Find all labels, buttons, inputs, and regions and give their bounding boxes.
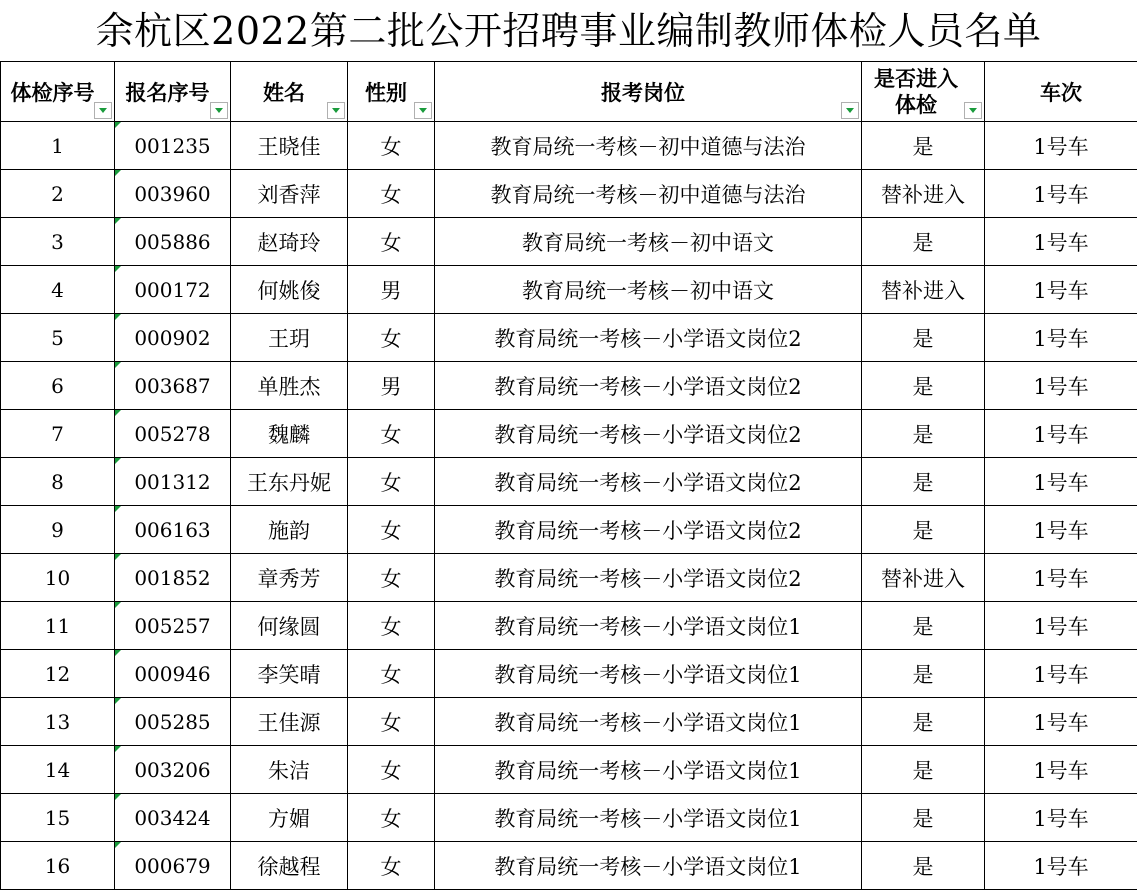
cell-text: 替补进入 xyxy=(881,567,965,591)
cell-position[interactable] xyxy=(435,170,862,218)
cell-registration-no[interactable] xyxy=(115,410,231,458)
table-body xyxy=(1,122,1137,890)
cell-text: 徐越程 xyxy=(258,855,321,879)
cell-position[interactable] xyxy=(435,602,862,650)
cell-gender[interactable] xyxy=(348,794,435,842)
cell-text: 教育局统一考核－小学语文岗位2 xyxy=(494,471,801,495)
cell-name[interactable] xyxy=(231,746,348,794)
cell-registration-no[interactable] xyxy=(115,794,231,842)
cell-vehicle[interactable] xyxy=(985,506,1137,554)
filter-dropdown-icon[interactable] xyxy=(94,102,112,119)
table-row xyxy=(1,362,1137,410)
cell-gender[interactable] xyxy=(348,506,435,554)
table-row xyxy=(1,266,1137,314)
header-exam-no xyxy=(1,62,115,122)
cell-name[interactable] xyxy=(231,842,348,890)
header-vehicle xyxy=(985,62,1137,122)
cell-text: 是 xyxy=(913,759,934,783)
cell-position[interactable] xyxy=(435,698,862,746)
cell-position[interactable] xyxy=(435,314,862,362)
cell-text: 1号车 xyxy=(1033,423,1088,447)
header-gender xyxy=(348,62,435,122)
cell-text: 朱洁 xyxy=(268,759,310,783)
cell-text: 006163 xyxy=(134,518,210,542)
cell-text: 王佳源 xyxy=(258,711,321,735)
cell-text: 005285 xyxy=(134,710,210,734)
cell-position[interactable] xyxy=(435,842,862,890)
cell-text: 女 xyxy=(381,663,402,687)
header-label: 体检序号 xyxy=(11,77,105,107)
cell-text: 1号车 xyxy=(1033,759,1088,783)
cell-registration-no[interactable] xyxy=(115,602,231,650)
cell-text: 女 xyxy=(381,471,402,495)
cell-text: 女 xyxy=(381,855,402,879)
cell-marker-icon xyxy=(115,410,121,416)
table-row xyxy=(1,218,1137,266)
cell-text: 是 xyxy=(913,231,934,255)
cell-text: 是 xyxy=(913,711,934,735)
cell-registration-no[interactable] xyxy=(115,362,231,410)
cell-text: 是 xyxy=(913,519,934,543)
cell-text: 12 xyxy=(45,662,70,686)
cell-text: 李笑晴 xyxy=(258,663,321,687)
cell-registration-no[interactable] xyxy=(115,218,231,266)
cell-text: 女 xyxy=(381,615,402,639)
cell-text: 1号车 xyxy=(1033,567,1088,591)
cell-text: 1号车 xyxy=(1033,135,1088,159)
cell-text: 1号车 xyxy=(1033,231,1088,255)
header-label: 姓名 xyxy=(263,77,315,107)
cell-name[interactable] xyxy=(231,554,348,602)
cell-registration-no[interactable] xyxy=(115,122,231,170)
table-row xyxy=(1,842,1137,890)
cell-text: 6 xyxy=(51,374,64,398)
cell-gender[interactable] xyxy=(348,698,435,746)
cell-exam-no[interactable] xyxy=(1,266,115,314)
cell-text: 001235 xyxy=(134,134,210,158)
cell-text: 1号车 xyxy=(1033,519,1088,543)
cell-exam-no[interactable] xyxy=(1,362,115,410)
cell-text: 是 xyxy=(913,615,934,639)
cell-position[interactable] xyxy=(435,746,862,794)
cell-text: 女 xyxy=(381,423,402,447)
header-name xyxy=(231,62,348,122)
cell-text: 是 xyxy=(913,327,934,351)
cell-exam-no[interactable] xyxy=(1,746,115,794)
table-row xyxy=(1,746,1137,794)
cell-text: 替补进入 xyxy=(881,279,965,303)
cell-registration-no[interactable] xyxy=(115,266,231,314)
table-row xyxy=(1,458,1137,506)
cell-marker-icon xyxy=(115,170,121,176)
header-label: 性别 xyxy=(365,77,417,107)
cell-text: 1号车 xyxy=(1033,615,1088,639)
cell-text: 教育局统一考核－初中道德与法治 xyxy=(491,135,806,159)
cell-gender[interactable] xyxy=(348,842,435,890)
cell-text: 教育局统一考核－小学语文岗位2 xyxy=(494,519,801,543)
cell-name[interactable] xyxy=(231,602,348,650)
cell-gender[interactable] xyxy=(348,362,435,410)
cell-text: 是 xyxy=(913,471,934,495)
cell-vehicle[interactable] xyxy=(985,314,1137,362)
cell-enter-exam[interactable] xyxy=(862,602,985,650)
cell-text: 005278 xyxy=(134,422,210,446)
cell-text: 是 xyxy=(913,375,934,399)
cell-gender[interactable] xyxy=(348,218,435,266)
cell-name[interactable] xyxy=(231,698,348,746)
cell-vehicle[interactable] xyxy=(985,746,1137,794)
cell-text: 女 xyxy=(381,183,402,207)
filter-dropdown-icon[interactable] xyxy=(210,102,228,119)
cell-enter-exam[interactable] xyxy=(862,794,985,842)
cell-text: 是 xyxy=(913,423,934,447)
cell-text: 003960 xyxy=(134,182,210,206)
cell-vehicle[interactable] xyxy=(985,362,1137,410)
cell-marker-icon xyxy=(115,794,121,800)
cell-text: 000679 xyxy=(134,854,210,878)
cell-enter-exam[interactable] xyxy=(862,458,985,506)
cell-text: 000902 xyxy=(134,326,210,350)
filter-dropdown-icon[interactable] xyxy=(327,102,345,119)
filter-dropdown-icon[interactable] xyxy=(414,102,432,119)
cell-exam-no[interactable] xyxy=(1,314,115,362)
cell-text: 女 xyxy=(381,135,402,159)
cell-text: 女 xyxy=(381,807,402,831)
cell-text: 1号车 xyxy=(1033,855,1088,879)
table-row xyxy=(1,314,1137,362)
cell-position[interactable] xyxy=(435,506,862,554)
cell-name[interactable] xyxy=(231,218,348,266)
cell-position[interactable] xyxy=(435,650,862,698)
cell-text: 施韵 xyxy=(268,519,310,543)
cell-text: 7 xyxy=(51,422,64,446)
cell-registration-no[interactable] xyxy=(115,554,231,602)
cell-position[interactable] xyxy=(435,122,862,170)
cell-position[interactable] xyxy=(435,554,862,602)
cell-registration-no[interactable] xyxy=(115,650,231,698)
cell-text: 000172 xyxy=(134,278,210,302)
cell-text: 是 xyxy=(913,135,934,159)
header-row xyxy=(1,62,1137,122)
cell-text: 1号车 xyxy=(1033,375,1088,399)
table-row xyxy=(1,122,1137,170)
cell-text: 王东丹妮 xyxy=(247,471,331,495)
cell-position[interactable] xyxy=(435,410,862,458)
cell-position[interactable] xyxy=(435,362,862,410)
cell-registration-no[interactable] xyxy=(115,458,231,506)
cell-position[interactable] xyxy=(435,458,862,506)
filter-dropdown-icon[interactable] xyxy=(841,102,859,119)
table-row xyxy=(1,554,1137,602)
cell-exam-no[interactable] xyxy=(1,794,115,842)
cell-registration-no[interactable] xyxy=(115,506,231,554)
cell-text: 女 xyxy=(381,231,402,255)
cell-text: 1号车 xyxy=(1033,807,1088,831)
cell-gender[interactable] xyxy=(348,122,435,170)
cell-text: 何缘圆 xyxy=(258,615,321,639)
cell-exam-no[interactable] xyxy=(1,410,115,458)
cell-name[interactable] xyxy=(231,458,348,506)
table-row xyxy=(1,410,1137,458)
cell-text: 教育局统一考核－小学语文岗位1 xyxy=(494,663,801,687)
cell-text: 10 xyxy=(45,566,70,590)
cell-vehicle[interactable] xyxy=(985,842,1137,890)
table-row xyxy=(1,506,1137,554)
cell-text: 1 xyxy=(51,134,64,158)
table-row xyxy=(1,170,1137,218)
cell-exam-no[interactable] xyxy=(1,506,115,554)
cell-gender[interactable] xyxy=(348,650,435,698)
cell-exam-no[interactable] xyxy=(1,650,115,698)
cell-marker-icon xyxy=(115,218,121,224)
header-label: 是否进入体检 xyxy=(866,66,980,118)
cell-text: 替补进入 xyxy=(881,183,965,207)
cell-text: 是 xyxy=(913,807,934,831)
cell-enter-exam[interactable] xyxy=(862,170,985,218)
cell-text: 13 xyxy=(45,710,70,734)
cell-text: 001852 xyxy=(134,566,210,590)
table-row xyxy=(1,602,1137,650)
cell-text: 1号车 xyxy=(1033,183,1088,207)
cell-registration-no[interactable] xyxy=(115,842,231,890)
cell-text: 是 xyxy=(913,855,934,879)
cell-text: 003687 xyxy=(134,374,210,398)
cell-text: 2 xyxy=(51,182,64,206)
cell-exam-no[interactable] xyxy=(1,554,115,602)
cell-registration-no[interactable] xyxy=(115,698,231,746)
cell-marker-icon xyxy=(115,698,121,704)
cell-text: 15 xyxy=(45,806,70,830)
cell-enter-exam[interactable] xyxy=(862,122,985,170)
table-row xyxy=(1,650,1137,698)
cell-text: 王晓佳 xyxy=(258,135,321,159)
cell-text: 何姚俊 xyxy=(258,279,321,303)
cell-text: 教育局统一考核－初中道德与法治 xyxy=(491,183,806,207)
cell-text: 女 xyxy=(381,711,402,735)
cell-exam-no[interactable] xyxy=(1,218,115,266)
cell-text: 女 xyxy=(381,759,402,783)
cell-text: 女 xyxy=(381,327,402,351)
cell-exam-no[interactable] xyxy=(1,170,115,218)
cell-name[interactable] xyxy=(231,362,348,410)
cell-exam-no[interactable] xyxy=(1,698,115,746)
cell-enter-exam[interactable] xyxy=(862,698,985,746)
cell-gender[interactable] xyxy=(348,170,435,218)
cell-text: 3 xyxy=(51,230,64,254)
cell-text: 刘香萍 xyxy=(258,183,321,207)
cell-name[interactable] xyxy=(231,794,348,842)
cell-exam-no[interactable] xyxy=(1,122,115,170)
cell-text: 003206 xyxy=(134,758,210,782)
cell-text: 教育局统一考核－小学语文岗位2 xyxy=(494,423,801,447)
cell-vehicle[interactable] xyxy=(985,698,1137,746)
cell-name[interactable] xyxy=(231,266,348,314)
cell-gender[interactable] xyxy=(348,602,435,650)
cell-marker-icon xyxy=(115,266,121,272)
cell-exam-no[interactable] xyxy=(1,842,115,890)
cell-text: 章秀芳 xyxy=(258,567,321,591)
cell-vehicle[interactable] xyxy=(985,218,1137,266)
cell-text: 是 xyxy=(913,663,934,687)
cell-marker-icon xyxy=(115,458,121,464)
cell-enter-exam[interactable] xyxy=(862,362,985,410)
cell-registration-no[interactable] xyxy=(115,746,231,794)
cell-text: 教育局统一考核－小学语文岗位1 xyxy=(494,855,801,879)
cell-gender[interactable] xyxy=(348,410,435,458)
cell-position[interactable] xyxy=(435,218,862,266)
cell-text: 8 xyxy=(51,470,64,494)
cell-text: 教育局统一考核－小学语文岗位2 xyxy=(494,567,801,591)
cell-gender[interactable] xyxy=(348,314,435,362)
cell-text: 教育局统一考核－小学语文岗位1 xyxy=(494,711,801,735)
cell-marker-icon xyxy=(115,650,121,656)
cell-registration-no[interactable] xyxy=(115,314,231,362)
cell-marker-icon xyxy=(115,506,121,512)
cell-enter-exam[interactable] xyxy=(862,410,985,458)
cell-text: 教育局统一考核－小学语文岗位1 xyxy=(494,759,801,783)
header-position xyxy=(435,62,862,122)
cell-text: 001312 xyxy=(134,470,210,494)
cell-text: 1号车 xyxy=(1033,711,1088,735)
cell-vehicle[interactable] xyxy=(985,266,1137,314)
cell-text: 教育局统一考核－小学语文岗位2 xyxy=(494,327,801,351)
cell-position[interactable] xyxy=(435,794,862,842)
cell-text: 教育局统一考核－小学语文岗位1 xyxy=(494,615,801,639)
header-enter-exam xyxy=(862,62,985,122)
cell-name[interactable] xyxy=(231,170,348,218)
cell-enter-exam[interactable] xyxy=(862,650,985,698)
cell-text: 教育局统一考核－小学语文岗位1 xyxy=(494,807,801,831)
cell-marker-icon xyxy=(115,362,121,368)
cell-name[interactable] xyxy=(231,650,348,698)
cell-text: 女 xyxy=(381,519,402,543)
cell-text: 男 xyxy=(381,279,402,303)
cell-name[interactable] xyxy=(231,314,348,362)
cell-enter-exam[interactable] xyxy=(862,554,985,602)
cell-marker-icon xyxy=(115,842,121,848)
table-row xyxy=(1,794,1137,842)
cell-name[interactable] xyxy=(231,506,348,554)
cell-vehicle[interactable] xyxy=(985,122,1137,170)
cell-enter-exam[interactable] xyxy=(862,746,985,794)
cell-vehicle[interactable] xyxy=(985,410,1137,458)
cell-enter-exam[interactable] xyxy=(862,506,985,554)
cell-text: 教育局统一考核－初中语文 xyxy=(522,279,774,303)
cell-text: 005886 xyxy=(134,230,210,254)
filter-dropdown-icon[interactable] xyxy=(964,102,982,119)
cell-text: 教育局统一考核－小学语文岗位2 xyxy=(494,375,801,399)
cell-text: 王玥 xyxy=(268,327,310,351)
cell-text: 16 xyxy=(45,854,70,878)
header-label: 报考岗位 xyxy=(601,77,695,107)
cell-enter-exam[interactable] xyxy=(862,218,985,266)
cell-text: 11 xyxy=(45,614,70,638)
cell-text: 赵琦玲 xyxy=(258,231,321,255)
cell-gender[interactable] xyxy=(348,266,435,314)
cell-marker-icon xyxy=(115,746,121,752)
cell-enter-exam[interactable] xyxy=(862,314,985,362)
cell-gender[interactable] xyxy=(348,458,435,506)
cell-gender[interactable] xyxy=(348,746,435,794)
exam-list-table xyxy=(0,61,1137,890)
table-row xyxy=(1,698,1137,746)
cell-text: 4 xyxy=(51,278,64,302)
cell-text: 14 xyxy=(45,758,70,782)
page-title: 余杭区2022第二批公开招聘事业编制教师体检人员名单 xyxy=(0,0,1137,62)
cell-text: 教育局统一考核－初中语文 xyxy=(522,231,774,255)
cell-vehicle[interactable] xyxy=(985,602,1137,650)
cell-marker-icon xyxy=(115,554,121,560)
cell-text: 005257 xyxy=(134,614,210,638)
cell-text: 方媚 xyxy=(268,807,310,831)
cell-text: 5 xyxy=(51,326,64,350)
cell-marker-icon xyxy=(115,602,121,608)
header-label: 车次 xyxy=(1040,77,1082,107)
cell-text: 单胜杰 xyxy=(258,375,321,399)
cell-registration-no[interactable] xyxy=(115,170,231,218)
cell-vehicle[interactable] xyxy=(985,170,1137,218)
cell-exam-no[interactable] xyxy=(1,458,115,506)
cell-vehicle[interactable] xyxy=(985,554,1137,602)
cell-text: 1号车 xyxy=(1033,663,1088,687)
cell-text: 女 xyxy=(381,567,402,591)
cell-text: 1号车 xyxy=(1033,279,1088,303)
cell-exam-no[interactable] xyxy=(1,602,115,650)
cell-text: 1号车 xyxy=(1033,471,1088,495)
cell-text: 男 xyxy=(381,375,402,399)
cell-position[interactable] xyxy=(435,266,862,314)
cell-text: 魏麟 xyxy=(268,423,310,447)
header-label: 报名序号 xyxy=(126,77,220,107)
cell-text: 003424 xyxy=(134,806,210,830)
header-registration-no xyxy=(115,62,231,122)
cell-gender[interactable] xyxy=(348,554,435,602)
cell-name[interactable] xyxy=(231,122,348,170)
cell-vehicle[interactable] xyxy=(985,794,1137,842)
cell-vehicle[interactable] xyxy=(985,458,1137,506)
cell-enter-exam[interactable] xyxy=(862,842,985,890)
cell-text: 1号车 xyxy=(1033,327,1088,351)
cell-text: 9 xyxy=(51,518,64,542)
cell-text: 000946 xyxy=(134,662,210,686)
cell-vehicle[interactable] xyxy=(985,650,1137,698)
cell-name[interactable] xyxy=(231,410,348,458)
cell-marker-icon xyxy=(115,314,121,320)
cell-enter-exam[interactable] xyxy=(862,266,985,314)
cell-marker-icon xyxy=(115,122,121,128)
